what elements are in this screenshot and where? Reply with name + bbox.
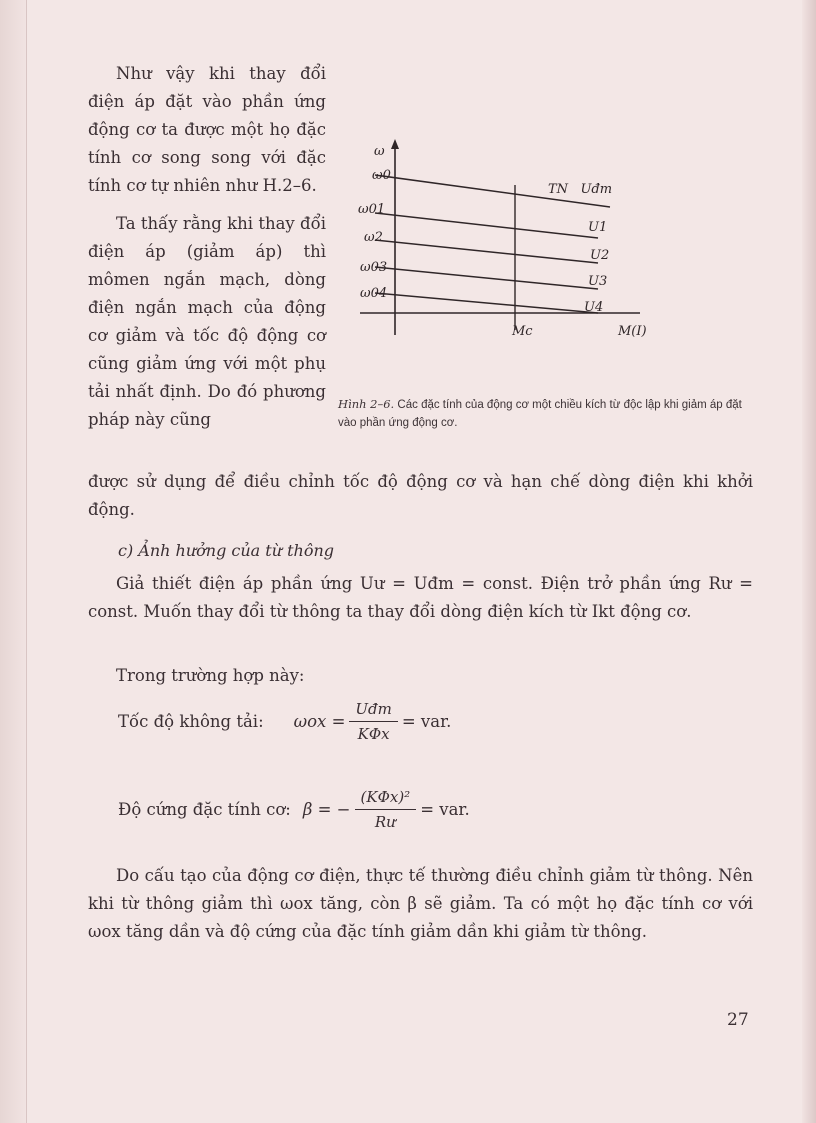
caption-label: Hình 2–6. — [338, 397, 395, 411]
characteristic-line-u1 — [375, 213, 598, 238]
x-mark-mc: Mc — [512, 324, 533, 339]
y-tick-3: ω03 — [360, 260, 388, 275]
formula-2-rhs: = var. — [420, 800, 470, 819]
formula-2-label: Độ cứng đặc tính cơ: — [118, 800, 291, 819]
x-axis-label: M(I) — [618, 324, 647, 339]
curve-label-tn: TN Uđm — [548, 182, 613, 197]
page-left-edge — [0, 0, 27, 1123]
characteristic-line-u3 — [375, 267, 598, 289]
figure-2-6 — [340, 135, 740, 365]
paragraph-5: Do cấu tạo của động cơ điện, thực tế thường điều chỉnh giảm từ thông. Nên khi từ thông giảm thì ωox tăng, còn β sẽ giảm. Ta có một họ đặc tính cơ với ωox tăng dần và độ cứng của đặc tính giảm dần khi giảm từ thông. — [88, 866, 753, 941]
curve-label-u2: U2 — [590, 248, 610, 263]
paragraph-4: Trong trường hợp này: — [116, 666, 305, 685]
figure-caption — [338, 395, 758, 432]
y-tick-2: ω2 — [364, 230, 383, 245]
characteristic-line-u4 — [375, 293, 598, 313]
y-tick-1: ω01 — [358, 202, 386, 217]
left-column-text — [88, 60, 326, 444]
paragraph-4-block — [88, 662, 753, 690]
formula-2-lhs: β = − — [302, 800, 351, 819]
formula-1-denominator: KΦx — [357, 725, 390, 743]
formula-no-load-speed — [118, 700, 451, 743]
page-number: 27 — [727, 1010, 749, 1030]
y-tick-4: ω04 — [360, 286, 388, 301]
formula-1-lhs: ωox = — [293, 712, 346, 731]
paragraph-5-block — [88, 862, 753, 946]
formula-2-denominator: Rư — [374, 813, 396, 831]
formula-1-fraction — [349, 700, 397, 743]
paragraph-2: Ta thấy rằng khi thay đổi điện áp (giảm áp) thì mômen ngắn mạch, dòng điện ngắn mạch của động cơ giảm và tốc độ động cơ cũng giảm ứng với một phụ tải nhất định. Do đó phương pháp này cũng — [88, 214, 326, 429]
formula-1-rhs: = var. — [401, 712, 452, 731]
section-title: c) Ảnh hưởng của từ thông — [118, 541, 335, 560]
y-axis-label: ω — [374, 144, 385, 159]
y-axis-arrow — [391, 139, 399, 149]
formula-1-label: Tốc độ không tải: — [118, 712, 264, 731]
page-right-edge — [802, 0, 816, 1123]
formula-1-numerator: Uđm — [349, 700, 397, 722]
curve-label-u1: U1 — [588, 220, 608, 235]
y-tick-0: ω0 — [372, 168, 391, 183]
paragraph-2-continued: được sử dụng để điều chỉnh tốc độ động cơ và hạn chế dòng điện khi khởi động. — [88, 472, 753, 519]
paragraph-1: Như vậy khi thay đổi điện áp đặt vào phần ứng động cơ ta được một họ đặc tính cơ song song với đặc tính cơ tự nhiên như H.2–6. — [88, 64, 326, 195]
caption-text: Các đặc tính của động cơ một chiều kích từ độc lập khi giảm áp đặt vào phần ứng động cơ. — [338, 399, 742, 429]
formula-2-numerator: (KΦx)² — [355, 788, 417, 810]
curve-label-u3: U3 — [588, 274, 608, 289]
formula-stiffness — [118, 788, 470, 831]
curve-label-u4: U4 — [584, 300, 604, 315]
characteristic-line-u2 — [375, 240, 598, 263]
formula-2-fraction — [355, 788, 417, 831]
paragraph-3-block — [88, 570, 753, 626]
paragraph-3: Giả thiết điện áp phần ứng Uư = Uđm = const. Điện trở phần ứng Rư = const. Muốn thay đổi từ thông ta thay đổi dòng điện kích từ Ikt động cơ. — [88, 574, 753, 621]
